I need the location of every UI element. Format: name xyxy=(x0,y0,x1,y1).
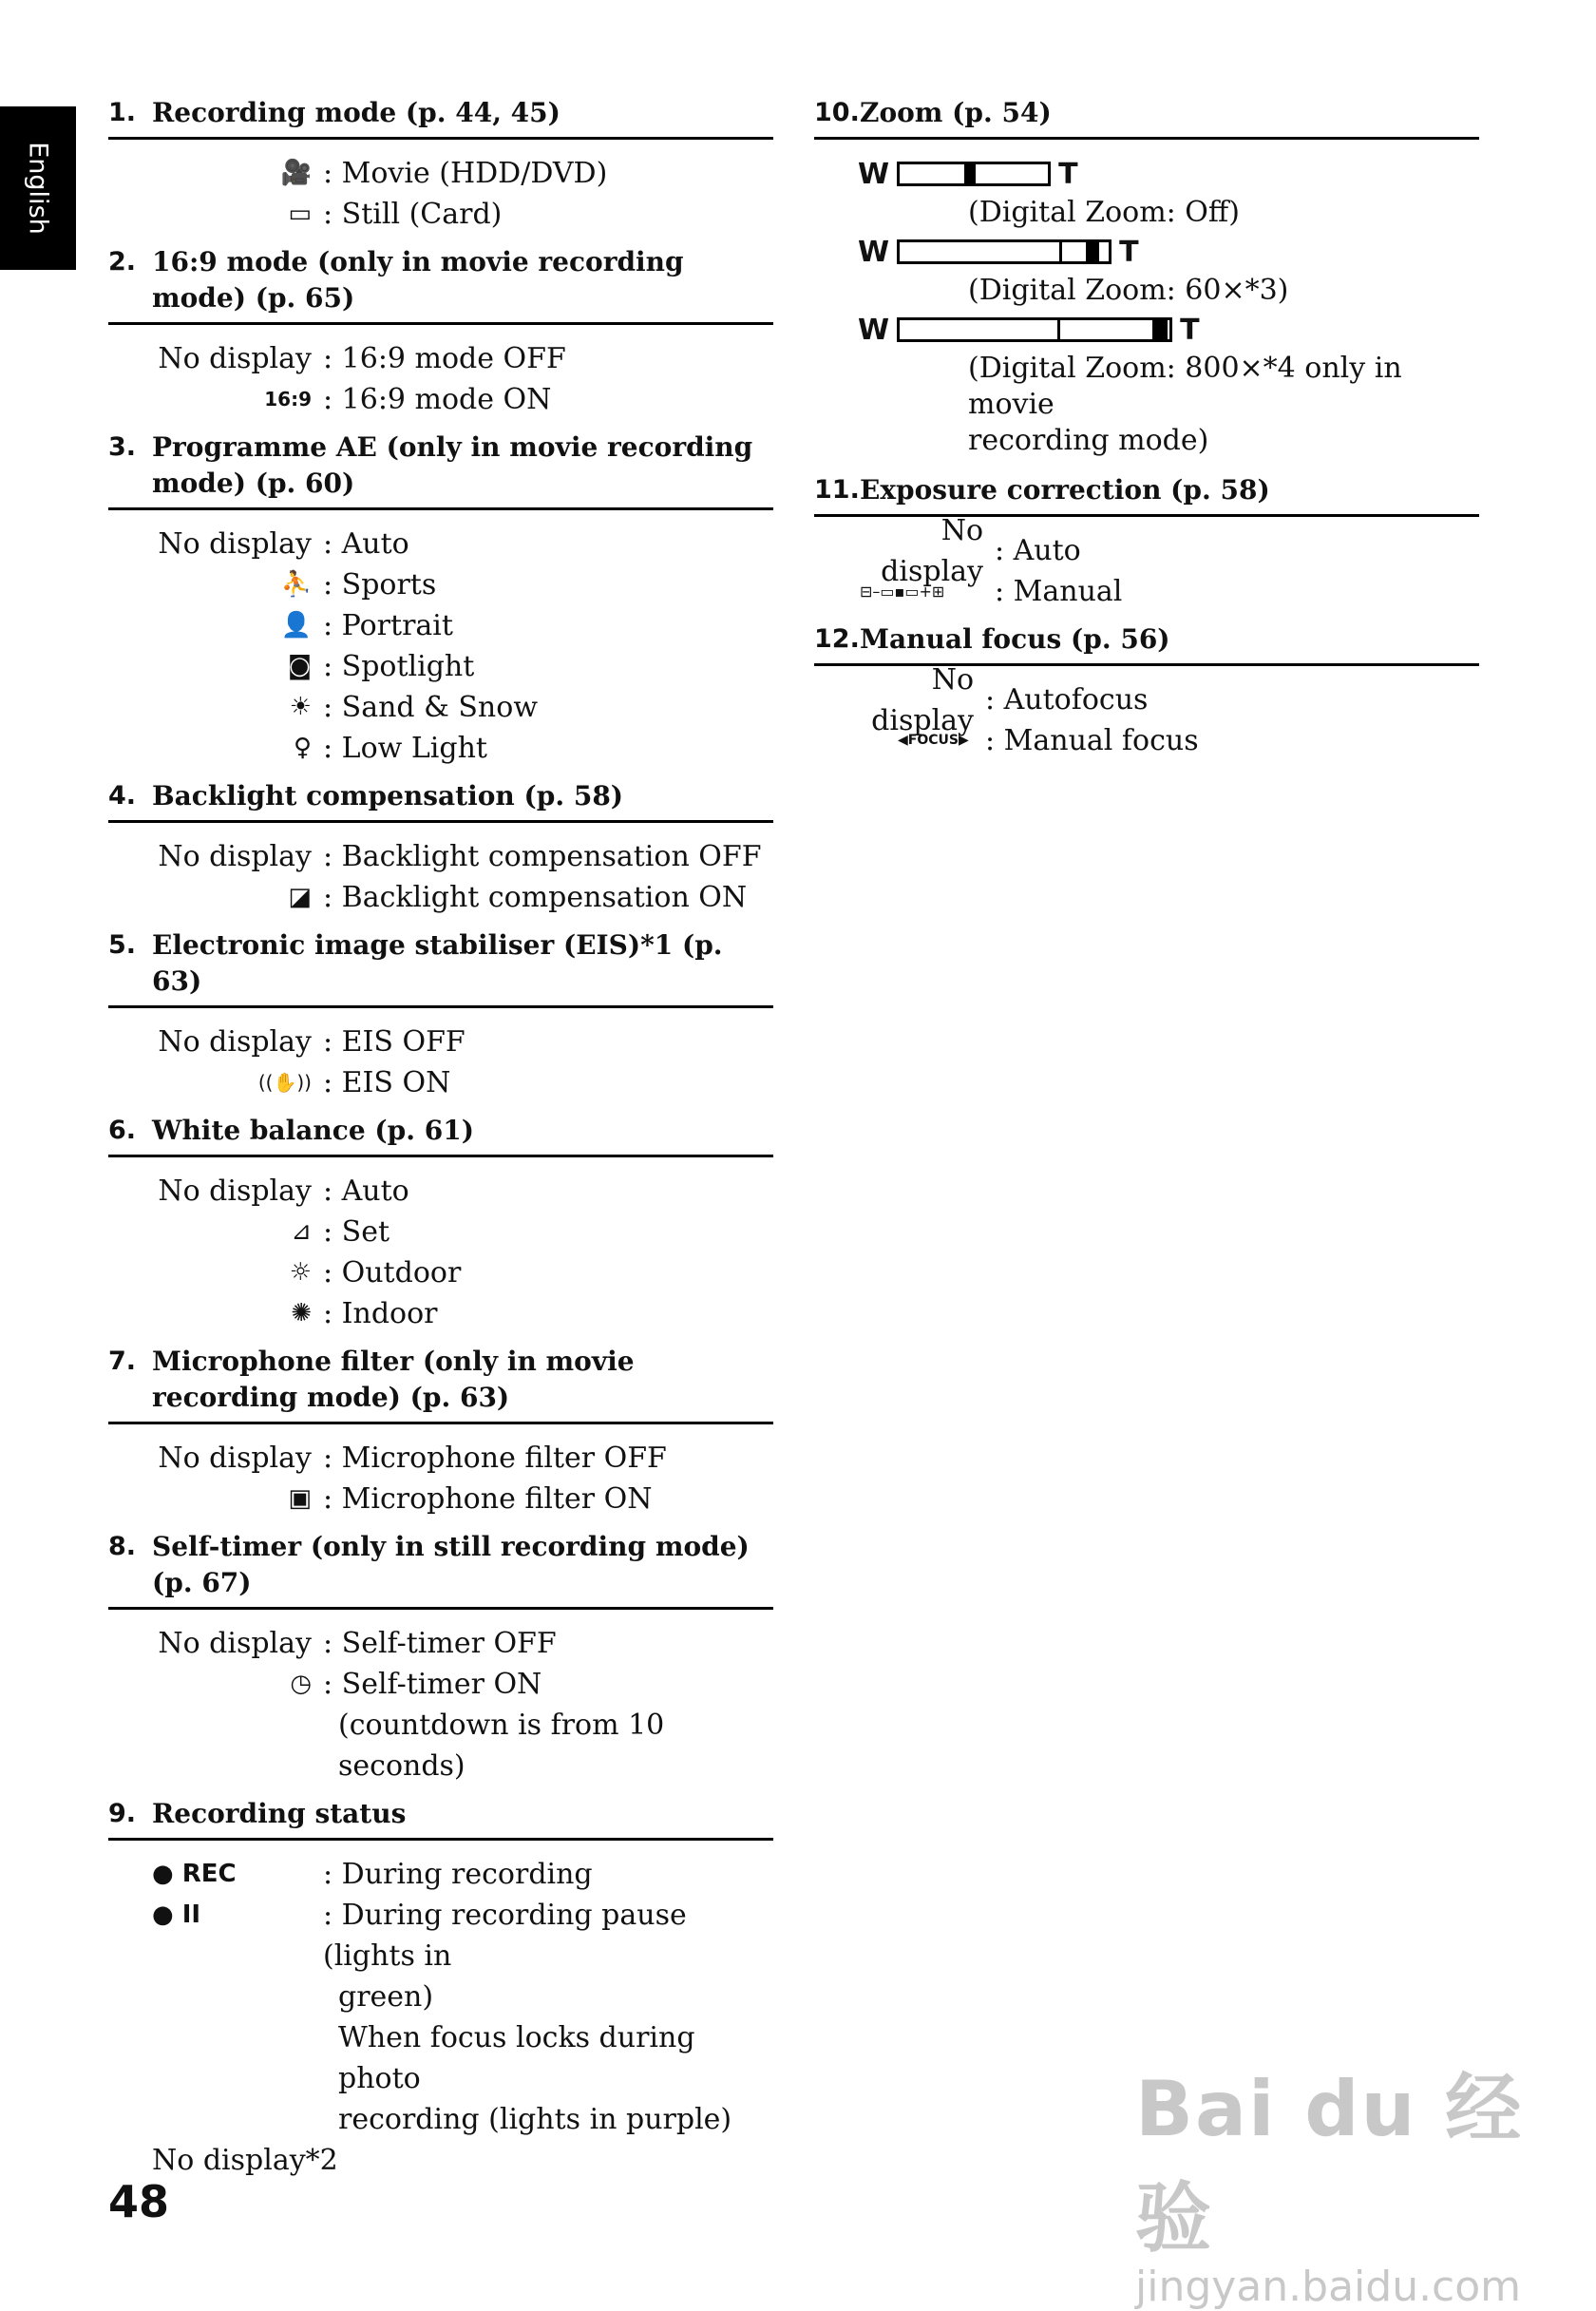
section-title: Exposure correction (p. 58) xyxy=(860,474,1270,506)
item-desc: : Self-timer ON xyxy=(323,1668,542,1701)
no-display-footnote: No display*2 xyxy=(152,2144,338,2177)
self-timer-icon: ◷ xyxy=(290,1670,312,1698)
card-icon: ▭ xyxy=(288,200,312,228)
language-tab-label: English xyxy=(23,142,53,235)
section-backlight xyxy=(108,778,773,918)
section-title: Manual focus (p. 56) xyxy=(860,623,1170,655)
section-title: Backlight compensation (p. 58) xyxy=(152,780,624,812)
section-number: 10. xyxy=(814,98,860,127)
item-desc: : Low Light xyxy=(323,732,487,765)
item-key: No display xyxy=(881,513,983,588)
zoom-indicator-800x xyxy=(858,309,1479,351)
indoor-bulb-icon: ✺ xyxy=(291,1299,312,1327)
sand-snow-icon: ☀ xyxy=(289,693,312,721)
item-desc: : Indoor xyxy=(323,1297,438,1330)
section-self-timer xyxy=(108,1529,773,1786)
item-desc: : Backlight compensation OFF xyxy=(323,840,762,873)
section-number: 1. xyxy=(108,98,137,127)
section-programme-ae xyxy=(108,430,773,769)
section-number: 3. xyxy=(108,432,137,462)
item-key: No display xyxy=(871,662,974,737)
item-desc: : Set xyxy=(323,1215,390,1249)
item-key: No display xyxy=(158,1627,312,1660)
zoom-divider xyxy=(1057,320,1060,339)
portrait-icon: 👤 xyxy=(280,611,312,640)
item-desc-cont: green) xyxy=(338,1980,434,2014)
item-desc-cont: recording (lights in purple) xyxy=(338,2103,732,2136)
item-desc: : Microphone filter ON xyxy=(323,1482,653,1516)
item-desc-cont: When focus locks during photo xyxy=(338,2021,695,2095)
item-desc: : Backlight compensation ON xyxy=(323,881,748,914)
section-eis xyxy=(108,927,773,1103)
zoom-marker xyxy=(964,164,976,183)
section-exposure xyxy=(814,472,1479,612)
page-number: 48 xyxy=(108,2176,170,2227)
item-desc: : Manual xyxy=(995,575,1123,608)
item-desc-cont: (countdown is from 10 seconds) xyxy=(338,1709,665,1783)
spotlight-icon: ◙ xyxy=(287,652,312,680)
item-desc: : Auto xyxy=(995,534,1081,567)
section-title: Programme AE (only in movie recording mode) (p. 60) xyxy=(152,431,753,499)
exposure-slider-icon: ⊟–▭▪▭+⊞ xyxy=(860,583,945,601)
zoom-indicator-60x xyxy=(858,231,1479,273)
mic-filter-icon: ▣ xyxy=(288,1484,312,1513)
watermark xyxy=(1135,2048,1596,2311)
zoom-tele-label: T xyxy=(1058,157,1078,191)
item-key: No display xyxy=(158,840,312,873)
section-number: 6. xyxy=(108,1116,137,1145)
item-desc: : Outdoor xyxy=(323,1256,462,1289)
section-manual-focus xyxy=(814,621,1479,761)
section-title: Recording mode (p. 44, 45) xyxy=(152,97,560,128)
language-tab xyxy=(0,106,76,270)
zoom-wide-label: W xyxy=(858,313,890,347)
section-title: Electronic image stabiliser (EIS)*1 (p. 63) xyxy=(152,929,723,997)
section-number: 7. xyxy=(108,1346,137,1376)
item-key: No display xyxy=(158,527,312,561)
item-desc: : Auto xyxy=(323,527,409,561)
wide-mode-icon: 16:9 xyxy=(264,388,312,411)
sports-icon: ⛹ xyxy=(280,570,312,599)
section-white-balance xyxy=(108,1113,773,1334)
item-desc: : Microphone filter OFF xyxy=(323,1442,667,1475)
item-desc: : Still (Card) xyxy=(323,198,503,231)
section-16-9-mode xyxy=(108,244,773,420)
section-title: Zoom (p. 54) xyxy=(860,97,1052,128)
item-key: No display xyxy=(158,342,312,375)
item-desc: : During recording pause (lights in xyxy=(323,1899,687,1973)
low-light-icon: ♀ xyxy=(293,734,312,762)
zoom-indicator-off xyxy=(858,153,1479,195)
item-desc: : 16:9 mode ON xyxy=(323,383,552,416)
item-desc: : During recording xyxy=(323,1858,593,1891)
section-number: 2. xyxy=(108,247,137,277)
section-recording-status xyxy=(108,1796,773,2181)
wb-set-icon: ⊿ xyxy=(291,1217,312,1246)
zoom-bar xyxy=(897,239,1112,264)
section-title: White balance (p. 61) xyxy=(152,1115,474,1146)
right-column xyxy=(814,95,1479,771)
zoom-caption: (Digital Zoom: Off) xyxy=(968,196,1240,229)
section-number: 12. xyxy=(814,624,860,654)
backlight-icon: ◪ xyxy=(288,883,312,911)
item-desc: : Auto xyxy=(323,1175,409,1208)
section-title: Microphone filter (only in movie recording mode) (p. 63) xyxy=(152,1346,635,1413)
zoom-marker xyxy=(1152,320,1168,339)
movie-camera-icon: 🎥 xyxy=(280,159,312,187)
watermark-logo: Bai du 经验 xyxy=(1135,2065,1524,2263)
outdoor-sun-icon: ☼ xyxy=(289,1258,312,1287)
zoom-bar xyxy=(897,162,1051,186)
item-key: No display xyxy=(158,1025,312,1059)
item-desc: : EIS OFF xyxy=(323,1025,466,1059)
item-key: No display xyxy=(158,1175,312,1208)
section-number: 8. xyxy=(108,1532,137,1561)
section-title: 16:9 mode (only in movie recording mode) (p. 65) xyxy=(152,246,684,314)
section-zoom xyxy=(814,95,1479,459)
item-desc: : 16:9 mode OFF xyxy=(323,342,566,375)
watermark-url: jingyan.baidu.com xyxy=(1135,2263,1522,2311)
zoom-marker xyxy=(1086,242,1099,261)
left-column xyxy=(108,95,773,2190)
section-number: 4. xyxy=(108,781,137,811)
section-number: 11. xyxy=(814,475,860,505)
zoom-wide-label: W xyxy=(858,157,890,191)
zoom-divider xyxy=(1059,242,1062,261)
item-desc: : Sand & Snow xyxy=(323,691,538,724)
item-key: No display xyxy=(158,1442,312,1475)
zoom-tele-label: T xyxy=(1119,235,1139,269)
zoom-caption: (Digital Zoom: 800×*4 only in movie xyxy=(968,352,1402,421)
zoom-bar xyxy=(897,317,1172,342)
item-desc: : Self-timer OFF xyxy=(323,1627,557,1660)
pause-icon: ● II xyxy=(152,1900,201,1929)
section-mic-filter xyxy=(108,1344,773,1519)
eis-hand-icon: ((✋)) xyxy=(257,1071,312,1094)
item-desc: : EIS ON xyxy=(323,1066,451,1099)
zoom-wide-label: W xyxy=(858,235,890,269)
zoom-caption: recording mode) xyxy=(968,424,1209,457)
zoom-tele-label: T xyxy=(1180,313,1200,347)
section-recording-mode xyxy=(108,95,773,235)
item-desc: : Autofocus xyxy=(985,683,1149,716)
section-number: 5. xyxy=(108,930,137,960)
zoom-caption: (Digital Zoom: 60×*3) xyxy=(968,274,1289,307)
section-number: 9. xyxy=(108,1799,137,1828)
item-desc: : Portrait xyxy=(323,609,453,642)
focus-icon: ◀FOCUS▶ xyxy=(898,733,969,748)
item-desc: : Sports xyxy=(323,568,437,602)
rec-icon: ● REC xyxy=(152,1860,237,1888)
item-desc: : Manual focus xyxy=(985,724,1199,757)
item-desc: : Spotlight xyxy=(323,650,475,683)
item-desc: : Movie (HDD/DVD) xyxy=(323,157,608,190)
section-title: Self-timer (only in still recording mode) (p. 67) xyxy=(152,1531,750,1598)
section-title: Recording status xyxy=(152,1798,407,1829)
